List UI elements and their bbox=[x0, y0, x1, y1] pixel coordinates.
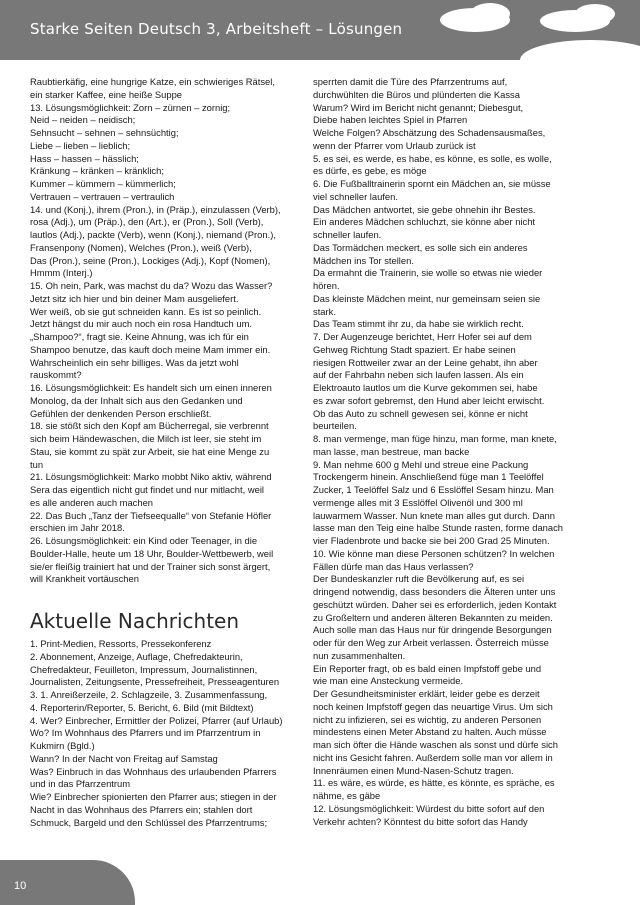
text-line: Trockengerm hinein. Anschließend füge man 1 Teelöffel bbox=[313, 471, 544, 483]
text-line: 8. man vermenge, man füge hinzu, man forme, man knete, bbox=[313, 433, 557, 444]
page-title: Starke Seiten Deutsch 3, Arbeitsheft – Lösungen bbox=[30, 20, 403, 38]
text-line: Gefühlen der denkenden Person erschließt. bbox=[30, 407, 212, 419]
text-line: 4. Wer? Einbrecher, Ermittler der Polizei, Pfarrer (auf Urlaub) bbox=[30, 714, 283, 726]
text-line: Chefredakteur, Feuilleton, Impressum, Journalistinnen, bbox=[30, 663, 258, 675]
text-line: ein starker Kaffee, eine heiße Suppe bbox=[30, 88, 183, 100]
text-line: Fällen dürfe man das Haus verlassen? bbox=[313, 560, 474, 572]
text-line: Diebe haben leichtes Spiel in Pfarren bbox=[313, 114, 468, 126]
text-line: Hmmm (Interj.) bbox=[30, 267, 93, 279]
text-line: 18. sie stößt sich den Kopf am Bücherregal, sie verbrennt bbox=[30, 420, 269, 432]
cloud-decoration bbox=[470, 3, 510, 25]
text-line: sich beim Händewaschen, die Milch ist leer, sie steht im bbox=[30, 433, 262, 444]
text-line: dringend notwendig, dass besonders die Älteren unter uns bbox=[313, 586, 556, 597]
text-line: Boulder-Halle, heute um 18 Uhr, Boulder-Wettbewerb, weil bbox=[30, 547, 274, 559]
text-line: Ein Reporter fragt, ob es bald einen Impfstoff gebe und bbox=[313, 662, 542, 674]
text-line: schneller laufen. bbox=[313, 229, 382, 240]
text-line: beurteilen. bbox=[313, 420, 357, 432]
text-line: Innenräumen einen Mund-Nasen-Schutz tragen. bbox=[313, 764, 514, 776]
text-line: stark. bbox=[313, 305, 336, 317]
text-line: Das kleinste Mädchen meint, nur gemeinsam seien sie bbox=[313, 292, 541, 304]
text-line: Fransenpony (Nomen), Welches (Pron.), weiß (Verb), bbox=[30, 241, 252, 253]
text-line: Das Mädchen antwortet, sie gebe ohnehin ihr Bestes. bbox=[313, 203, 536, 215]
text-line: will Krankheit vortäuschen bbox=[30, 573, 139, 585]
text-line: Kummer – kümmern – kümmerlich; bbox=[30, 178, 176, 189]
text-line: rosa (Adj.), um (Präp.), den (Art.), er (Pron.), Soll (Verb), bbox=[30, 216, 264, 228]
page-number: 10 bbox=[14, 880, 27, 892]
text-line: Ein anderes Mädchen schluchzt, sie könne aber nicht bbox=[313, 216, 536, 228]
text-line: Sera das eigentlich nicht gut findet und nur mitlacht, weil bbox=[30, 484, 264, 495]
text-line: „Shampoo?“, fragt sie. Keine Ahnung, was ich für ein bbox=[30, 331, 249, 342]
text-line: es alle anderen auch machen bbox=[30, 496, 154, 508]
section-heading: Aktuelle Nachrichten bbox=[30, 609, 240, 633]
text-line: Warum? Wird im Bericht nicht genannt; Diebesgut, bbox=[313, 101, 524, 113]
text-line: erschien im Jahr 2018. bbox=[30, 522, 125, 534]
answers-block-left bbox=[30, 76, 313, 586]
text-line: Jetzt sitz ich hier und bin deiner Mam ausgeliefert. bbox=[30, 292, 239, 304]
text-line: es dürfe, es gebe, es möge bbox=[313, 165, 427, 177]
text-line: Ob das Auto zu schnell gewesen sei, könne er nicht bbox=[313, 407, 528, 419]
text-line: Monolog, da der Inhalt sich aus den Gedanken und bbox=[30, 394, 243, 406]
right-column bbox=[313, 76, 595, 828]
text-line: lauwarmem Wasser. Nun knete man alles gut durch. Dann bbox=[313, 509, 555, 521]
text-line: 1. Print-Medien, Ressorts, Pressekonferenz bbox=[30, 638, 212, 649]
text-line: 16. Lösungsmöglichkeit: Es handelt sich um einen inneren bbox=[30, 382, 272, 393]
text-line: Elektroauto lautlos um die Kurve gekommen sei, habe bbox=[313, 382, 538, 393]
text-line: Mädchen ins Tor stellen. bbox=[313, 254, 414, 266]
text-line: nicht zu infizieren, sei es wichtig, zu anderen Personen bbox=[313, 713, 542, 725]
text-line: Journalisten, Zeitungsente, Pressefreiheit, Presseagenturen bbox=[30, 676, 280, 688]
footer-bar bbox=[0, 860, 135, 905]
text-line: Das Tormädchen meckert, es solle sich ein anderes bbox=[313, 241, 528, 253]
text-line: Da ermahnt die Trainerin, sie wolle so etwas nie wieder bbox=[313, 267, 543, 279]
text-line: rauskommt? bbox=[30, 369, 82, 381]
text-line: 4. Reporterin/Reporter, 5. Bericht, 6. Bild (mit Bildtext) bbox=[30, 701, 254, 713]
text-line: Jetzt hängst du mir auch noch ein rosa Handtuch um. bbox=[30, 318, 252, 330]
text-line: mindestens einen Meter Abstand zu halten. Auch müsse bbox=[313, 726, 547, 738]
text-line: Wer weiß, ob sie gut schneiden kann. Es ist so peinlich. bbox=[30, 305, 262, 317]
text-line: Raubtierkäfig, eine hungrige Katze, ein schwieriges Rätsel, bbox=[30, 76, 275, 87]
text-line: vier Fladenbrote und backe sie bei 200 Grad 25 Minuten. bbox=[313, 535, 550, 546]
text-line: Schmuck, Bargeld und den Schlüssel des Pfarrzentrums; bbox=[30, 816, 268, 828]
text-line: Stau, sie kommt zu spät zur Arbeit, sie hat eine Menge zu bbox=[30, 445, 270, 457]
text-line: lasse man den Teig eine halbe Stunde rasten, forme danach bbox=[313, 522, 563, 534]
text-line: 9. Man nehme 600 g Mehl und streue eine Packung bbox=[313, 458, 529, 470]
answers-block-news bbox=[30, 638, 313, 829]
text-line: 7. Der Augenzeuge berichtet, Herr Hofer sei auf dem bbox=[313, 331, 532, 342]
text-line: Was? Einbruch in das Wohnhaus des urlaubenden Pfarrers bbox=[30, 765, 277, 777]
text-line: Wo? Im Wohnhaus des Pfarrers und im Pfarrzentrum in bbox=[30, 727, 261, 739]
text-line: Hass – hassen – hässlich; bbox=[30, 152, 139, 164]
text-line: Welche Folgen? Abschätzung des Schadensausmaßes, bbox=[313, 127, 546, 138]
text-line: Das (Pron.), seine (Pron.), Lockiges (Adj.), Kopf (Nomen), bbox=[30, 254, 271, 266]
text-line: wie man eine Ansteckung vermeide. bbox=[313, 675, 464, 687]
text-line: Wann? In der Nacht von Freitag auf Samstag bbox=[30, 752, 218, 764]
text-line: man sich öfter die Hände waschen als sonst und dürfe sich bbox=[313, 739, 558, 750]
answers-block-right bbox=[313, 76, 595, 828]
text-line: vermenge alles mit 3 Esslöffel Olivenöl und 300 ml bbox=[313, 496, 523, 508]
text-line: Nacht in das Wohnhaus des Pfarrers ein; stahlen dort bbox=[30, 803, 253, 815]
text-line: Vertrauen – vertrauen – vertraulich bbox=[30, 190, 175, 202]
left-column bbox=[30, 76, 313, 829]
text-line: Auch solle man das Haus nur für dringende Besorgungen bbox=[313, 624, 552, 636]
text-line: viel schneller laufen. bbox=[313, 190, 398, 202]
text-line: nähme, es gäbe bbox=[313, 790, 381, 801]
text-line: Liebe – lieben – lieblich; bbox=[30, 139, 131, 151]
text-line: Sehnsucht – sehnen – sehnsüchtig; bbox=[30, 127, 179, 138]
text-line: 15. Oh nein, Park, was machst du da? Wozu das Wasser? bbox=[30, 280, 273, 291]
text-line: 21. Lösungsmöglichkeit: Marko mobbt Niko aktiv, während bbox=[30, 471, 272, 483]
text-line: 3. 1. Anreißerzeile, 2. Schlagzeile, 3. Zusammenfassung, bbox=[30, 689, 268, 700]
text-line: es zwar sofort gebremst, den Hund aber leicht erwischt. bbox=[313, 394, 545, 406]
text-line: noch keinen Impfstoff gegen das neuartige Virus. Um sich bbox=[313, 700, 553, 712]
text-line: Verkehr achten? Könntest du bitte sofort das Handy bbox=[313, 815, 528, 827]
text-line: tun bbox=[30, 458, 44, 470]
text-line: wenn der Pfarrer vom Urlaub zurück ist bbox=[313, 139, 476, 151]
page-header bbox=[0, 0, 640, 60]
cloud-decoration bbox=[520, 40, 640, 60]
text-line: 22. Das Buch „Tanz der Tiefseequalle“ von Stefanie Höfler bbox=[30, 509, 272, 521]
text-line: 5. es sei, es werde, es habe, es könne, es solle, es wolle, bbox=[313, 152, 552, 164]
text-line: Gehweg Richtung Stadt spaziert. Er habe seinen bbox=[313, 343, 516, 355]
text-line: auf der Fahrbahn neben sich laufen lassen. Als ein bbox=[313, 369, 524, 381]
text-line: Neid – neiden – neidisch; bbox=[30, 114, 136, 126]
text-line: und in das Pfarrzentrum bbox=[30, 778, 131, 790]
text-line: riesigen Rottweiler zwar an der Leine gehabt, ihn aber bbox=[313, 356, 538, 368]
text-line: zu Großeltern und anderen älteren Bekannten zu meiden. bbox=[313, 611, 553, 623]
text-line: sperrten damit die Türe des Pfarrzentrums auf, bbox=[313, 76, 508, 87]
text-line: 11. es wäre, es würde, es hätte, es könnte, es spräche, es bbox=[313, 777, 555, 789]
cloud-decoration bbox=[575, 4, 615, 24]
text-line: 26. Lösungsmöglichkeit: ein Kind oder Teenager, in die bbox=[30, 535, 258, 546]
text-line: Der Gesundheitsminister erklärt, leider gebe es derzeit bbox=[313, 688, 540, 699]
text-line: geschützt würden. Daher sei es erforderlich, jeden Kontakt bbox=[313, 598, 557, 610]
text-line: sie/er fleißig trainiert hat und der Trainer sich sonst ärgert, bbox=[30, 560, 271, 572]
text-line: hören. bbox=[313, 280, 340, 291]
text-line: Wahrscheinlich ein sehr billiges. Was da jetzt wohl bbox=[30, 356, 239, 368]
text-line: nicht ins Gesicht fahren. Außerdem solle man vor allem in bbox=[313, 751, 553, 763]
text-line: oder für den Weg zur Arbeit verlassen. Österreich müsse bbox=[313, 637, 549, 648]
text-line: Der Bundeskanzler ruft die Bevölkerung auf, es sei bbox=[313, 573, 525, 585]
text-line: 14. und (Konj.), ihrem (Pron.), in (Präp.), einzulassen (Verb), bbox=[30, 203, 281, 215]
text-line: durchwühlten die Büros und plünderten die Kassa bbox=[313, 88, 520, 100]
text-line: 12. Lösungsmöglichkeit: Würdest du bitte sofort auf den bbox=[313, 802, 545, 814]
text-line: Zucker, 1 Teelöffel Salz und 6 Esslöffel Sesam hinzu. Man bbox=[313, 484, 554, 495]
text-line: Kränkung – kränken – kränklich; bbox=[30, 165, 164, 177]
text-line: nun zusammenhalten. bbox=[313, 649, 406, 661]
text-line: 2. Abonnement, Anzeige, Auflage, Chefredakteurin, bbox=[30, 650, 243, 662]
text-line: 6. Die Fußballtrainerin spornt ein Mädchen an, sie müsse bbox=[313, 178, 551, 189]
text-line: Das Team stimmt ihr zu, da habe sie wirklich recht. bbox=[313, 318, 524, 330]
text-line: 13. Lösungsmöglichkeit: Zorn – zürnen – zornig; bbox=[30, 101, 231, 113]
text-line: Shampoo benutze, das kauft doch meine Mam immer ein. bbox=[30, 343, 271, 355]
text-line: lautlos (Adj.), packte (Verb), wenn (Konj.), niemand (Pron.), bbox=[30, 229, 276, 240]
text-line: 10. Wie könne man diese Personen schützen? In welchen bbox=[313, 547, 555, 559]
text-line: Wie? Einbrecher spionierten den Pfarrer aus; stiegen in der bbox=[30, 791, 277, 802]
text-line: Kukmirn (Bgld.) bbox=[30, 740, 95, 751]
text-line: man lasse, man bestreue, man backe bbox=[313, 445, 470, 457]
